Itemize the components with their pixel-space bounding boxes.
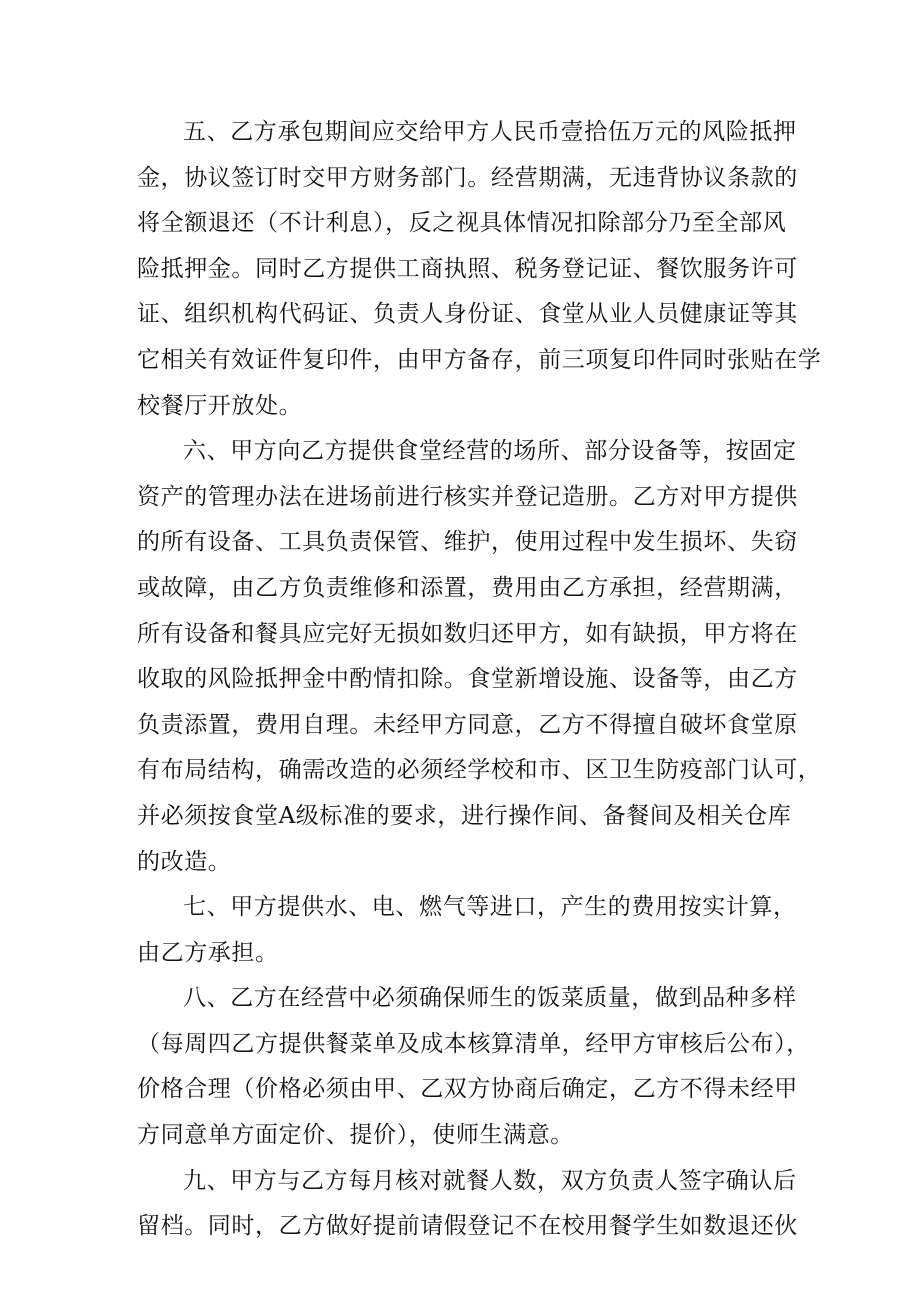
document-body [137,110,822,1250]
text-line: 的改造。 [137,848,232,875]
text-line: 或故障，由乙方负责维修和添置，费用由乙方承担，经营期满， [137,574,798,601]
text-line: 七、甲方提供水、电、燃气等进口，产生的费用按实计算， [183,894,797,921]
text-line: 将全额退还（不计利息），反之视具体情况扣除部分乃至全部风 [137,210,787,237]
clause-6 [137,429,822,885]
text-line: 六、甲方向乙方提供食堂经营的场所、部分设备等，按固定 [183,438,797,465]
text-line: 方同意单方面定价、提价），使师生满意。 [137,1122,574,1149]
text-line: 资产的管理办法在进场前进行核实并登记造册。乙方对甲方提供 [137,483,798,510]
text-line: 八、乙方在经营中必须确保师生的饭菜质量，做到品种多样 [183,985,797,1012]
text-line: 由乙方承担。 [137,939,279,966]
text-line: 所有设备和餐具应完好无损如数归还甲方，如有缺损，甲方将在 [137,620,798,647]
text-line: 校餐厅开放处。 [137,392,303,419]
text-line: （每周四乙方提供餐菜单及成本核算清单，经甲方审核后公布）， [137,1030,810,1057]
text-line: 五、乙方承包期间应交给甲方人民币壹拾伍万元的风险抵押 [183,119,797,145]
text-line: 金，协议签订时交甲方财务部门。经营期满，无违背协议条款的 [137,164,798,191]
text-line: 负责添置，费用自理。未经甲方同意，乙方不得擅自破坏食堂原 [137,711,798,738]
clause-9 [137,1159,801,1250]
text-line: 九、甲方与乙方每月核对就餐人数，双方负责人签字确认后 [183,1167,797,1194]
text-line: 价格合理（价格必须由甲、乙双方协商后确定，乙方不得未经甲 [137,1076,798,1103]
clause-5 [137,110,822,429]
text-line: 收取的风险抵押金中酌情扣除。食堂新增设施、设备等，由乙方 [137,666,798,693]
text-line: 险抵押金。同时乙方提供工商执照、税务登记证、餐饮服务许可 [137,255,798,282]
clause-8 [137,976,810,1158]
text-line: 并必须按食堂A级标准的要求，进行操作间、备餐间及相关仓库 [137,802,792,829]
text-line: 它相关有效证件复印件，由甲方备存，前三项复印件同时张贴在学 [137,346,822,373]
text-line: 证、组织机构代码证、负责人身份证、食堂从业人员健康证等其 [137,301,798,328]
clause-7 [137,885,801,976]
text-line: 留档。同时，乙方做好提前请假登记不在校用餐学生如数退还伙 [137,1213,798,1240]
text-line: 的所有设备、工具负责保管、维护，使用过程中发生损坏、失窃 [137,529,798,556]
text-line: 有布局结构，确需改造的必须经学校和市、区卫生防疫部门认可， [137,757,822,784]
